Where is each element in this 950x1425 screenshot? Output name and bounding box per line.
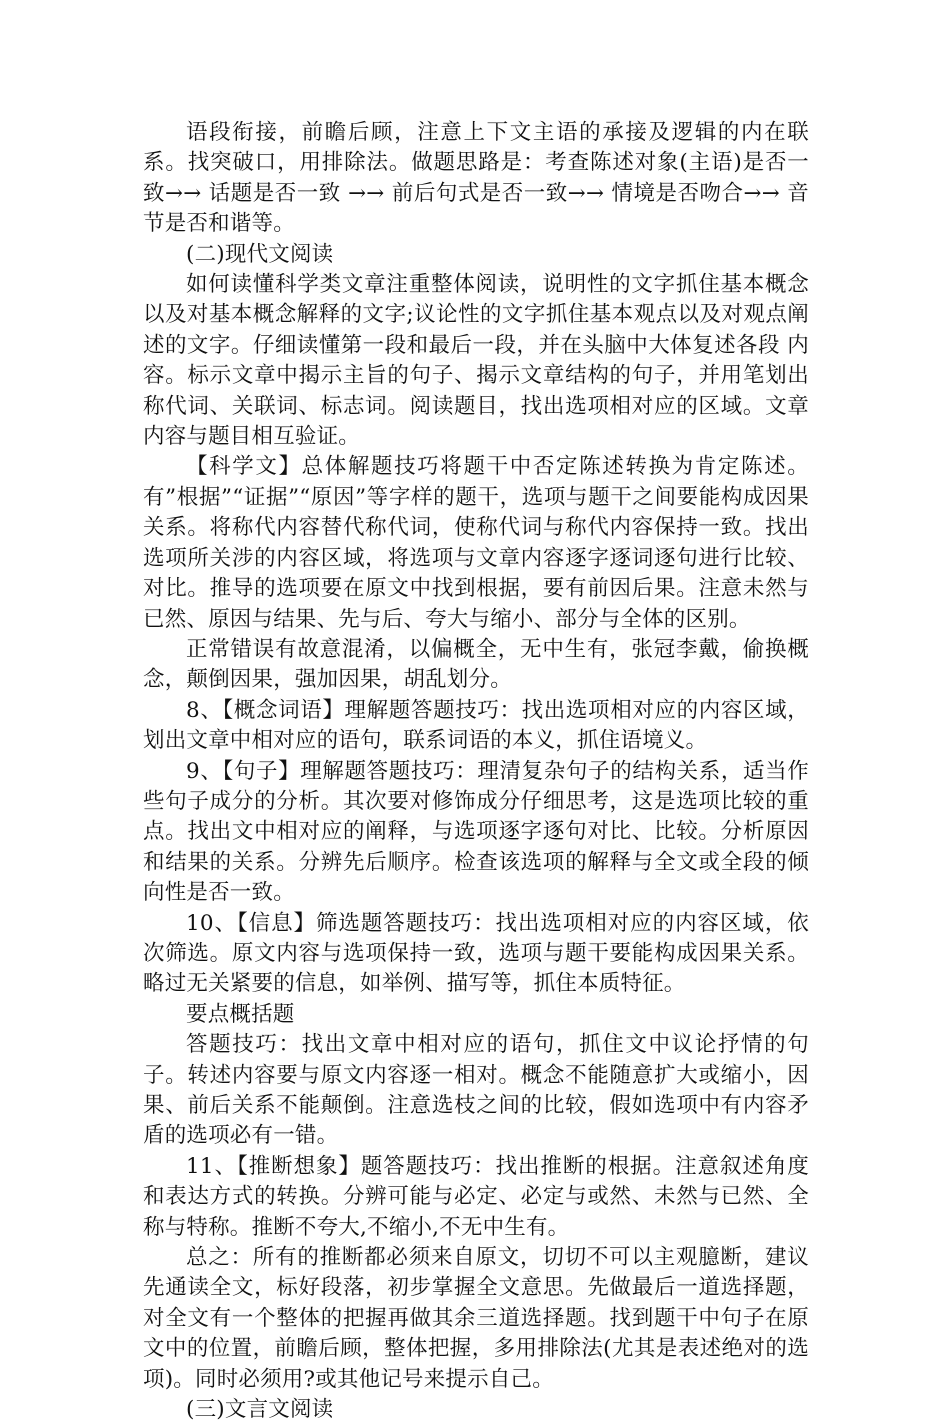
paragraph-sentence-cohesion: 语段衔接，前瞻后顾，注意上下文主语的承接及逻辑的内在联系。找突破口，用排除法。做题思路是：考查陈述对象(主语)是否一致→→ 话题是否一致 →→ 前后句式是否一致→→ 情境是否吻合→→ 音节是否和谐等。 xyxy=(143,120,809,237)
paragraph-item-8-concept-words: 8、【概念词语】理解题答题技巧：找出选项相对应的内容区域，划出文章中相对应的语句，联系词语的本义，抓住语境义。 xyxy=(143,697,809,754)
paragraph-science-reading: 如何读懂科学类文章注重整体阅读，说明性的文字抓住基本概念以及对基本概念解释的文字;议论性的文字抓住基本观点以及对观点阐述的文字。仔细读懂第一段和最后一段，并在头脑中大体复述各段 内容。标示文章中揭示主旨的句子、揭示文章结构的句子，并用笔划出称代词、关联词、标志词。阅读题目，找出选项相对应的区域。文章内容与题目相互验证。 xyxy=(143,272,809,450)
document-page xyxy=(143,118,809,1425)
paragraph-common-errors: 正常错误有故意混淆，以偏概全，无中生有，张冠李戴，偷换概念，颠倒因果，强加因果，胡乱划分。 xyxy=(143,636,809,693)
paragraph-summary-tips: 答题技巧：找出文章中相对应的语句，抓住文中议论抒情的句子。转述内容要与原文内容逐一相对。概念不能随意扩大或缩小，因果、前后关系不能颠倒。注意选枝之间的比较，假如选项中有内容矛盾的选项必有一错。 xyxy=(143,1032,809,1149)
paragraph-science-text-tips: 【科学文】总体解题技巧将题干中否定陈述转换为肯定陈述。有”根据”“证据”“原因”等字样的题干，选项与题干之间要能构成因果关系。将称代内容替代称代词，使称代词与称代内容保持一致。找出选项所关涉的内容区域，将选项与文章内容逐字逐词逐句进行比较、对比。推导的选项要在原文中找到根据，要有前因后果。注意未然与已然、原因与结果、先与后、夸大与缩小、部分与全体的区别。 xyxy=(143,454,809,632)
subheading-summary-questions: 要点概括题 xyxy=(186,1001,295,1027)
paragraph-item-9-sentences: 9、【句子】理解题答题技巧：理清复杂句子的结构关系，适当作些句子成分的分析。其次要对修饰成分仔细思考，这是选项比较的重点。找出文中相对应的阐释，与选项逐字逐句对比、比较。分析原因和结果的关系。分辨先后顺序。检查该选项的解释与全文或全段的倾向性是否一致。 xyxy=(143,758,809,906)
section-heading-modern-reading: (二)现代文阅读 xyxy=(186,241,334,267)
section-heading-classical-reading: (三)文言文阅读 xyxy=(186,1397,334,1423)
paragraph-item-11-inference: 11、【推断想象】题答题技巧：找出推断的根据。注意叙述角度和表达方式的转换。分辨可能与必定、必定与或然、未然与已然、全称与特称。推断不夸大,不缩小,不无中生有。 xyxy=(143,1153,809,1240)
paragraph-conclusion: 总之：所有的推断都必须来自原文，切切不可以主观臆断，建议先通读全文，标好段落，初步掌握全文意思。先做最后一道选择题，对全文有一个整体的把握再做其余三道选择题。找到题干中句子在原文中的位置，前瞻后顾，整体把握，多用排除法(尤其是表述绝对的选项)。同时必须用?或其他记号来提示自己。 xyxy=(143,1245,809,1392)
paragraph-item-10-information: 10、【信息】筛选题答题技巧：找出选项相对应的内容区域，依次筛选。原文内容与选项保持一致，选项与题干要能构成因果关系。略过无关紧要的信息，如举例、描写等，抓住本质特征。 xyxy=(143,910,809,997)
